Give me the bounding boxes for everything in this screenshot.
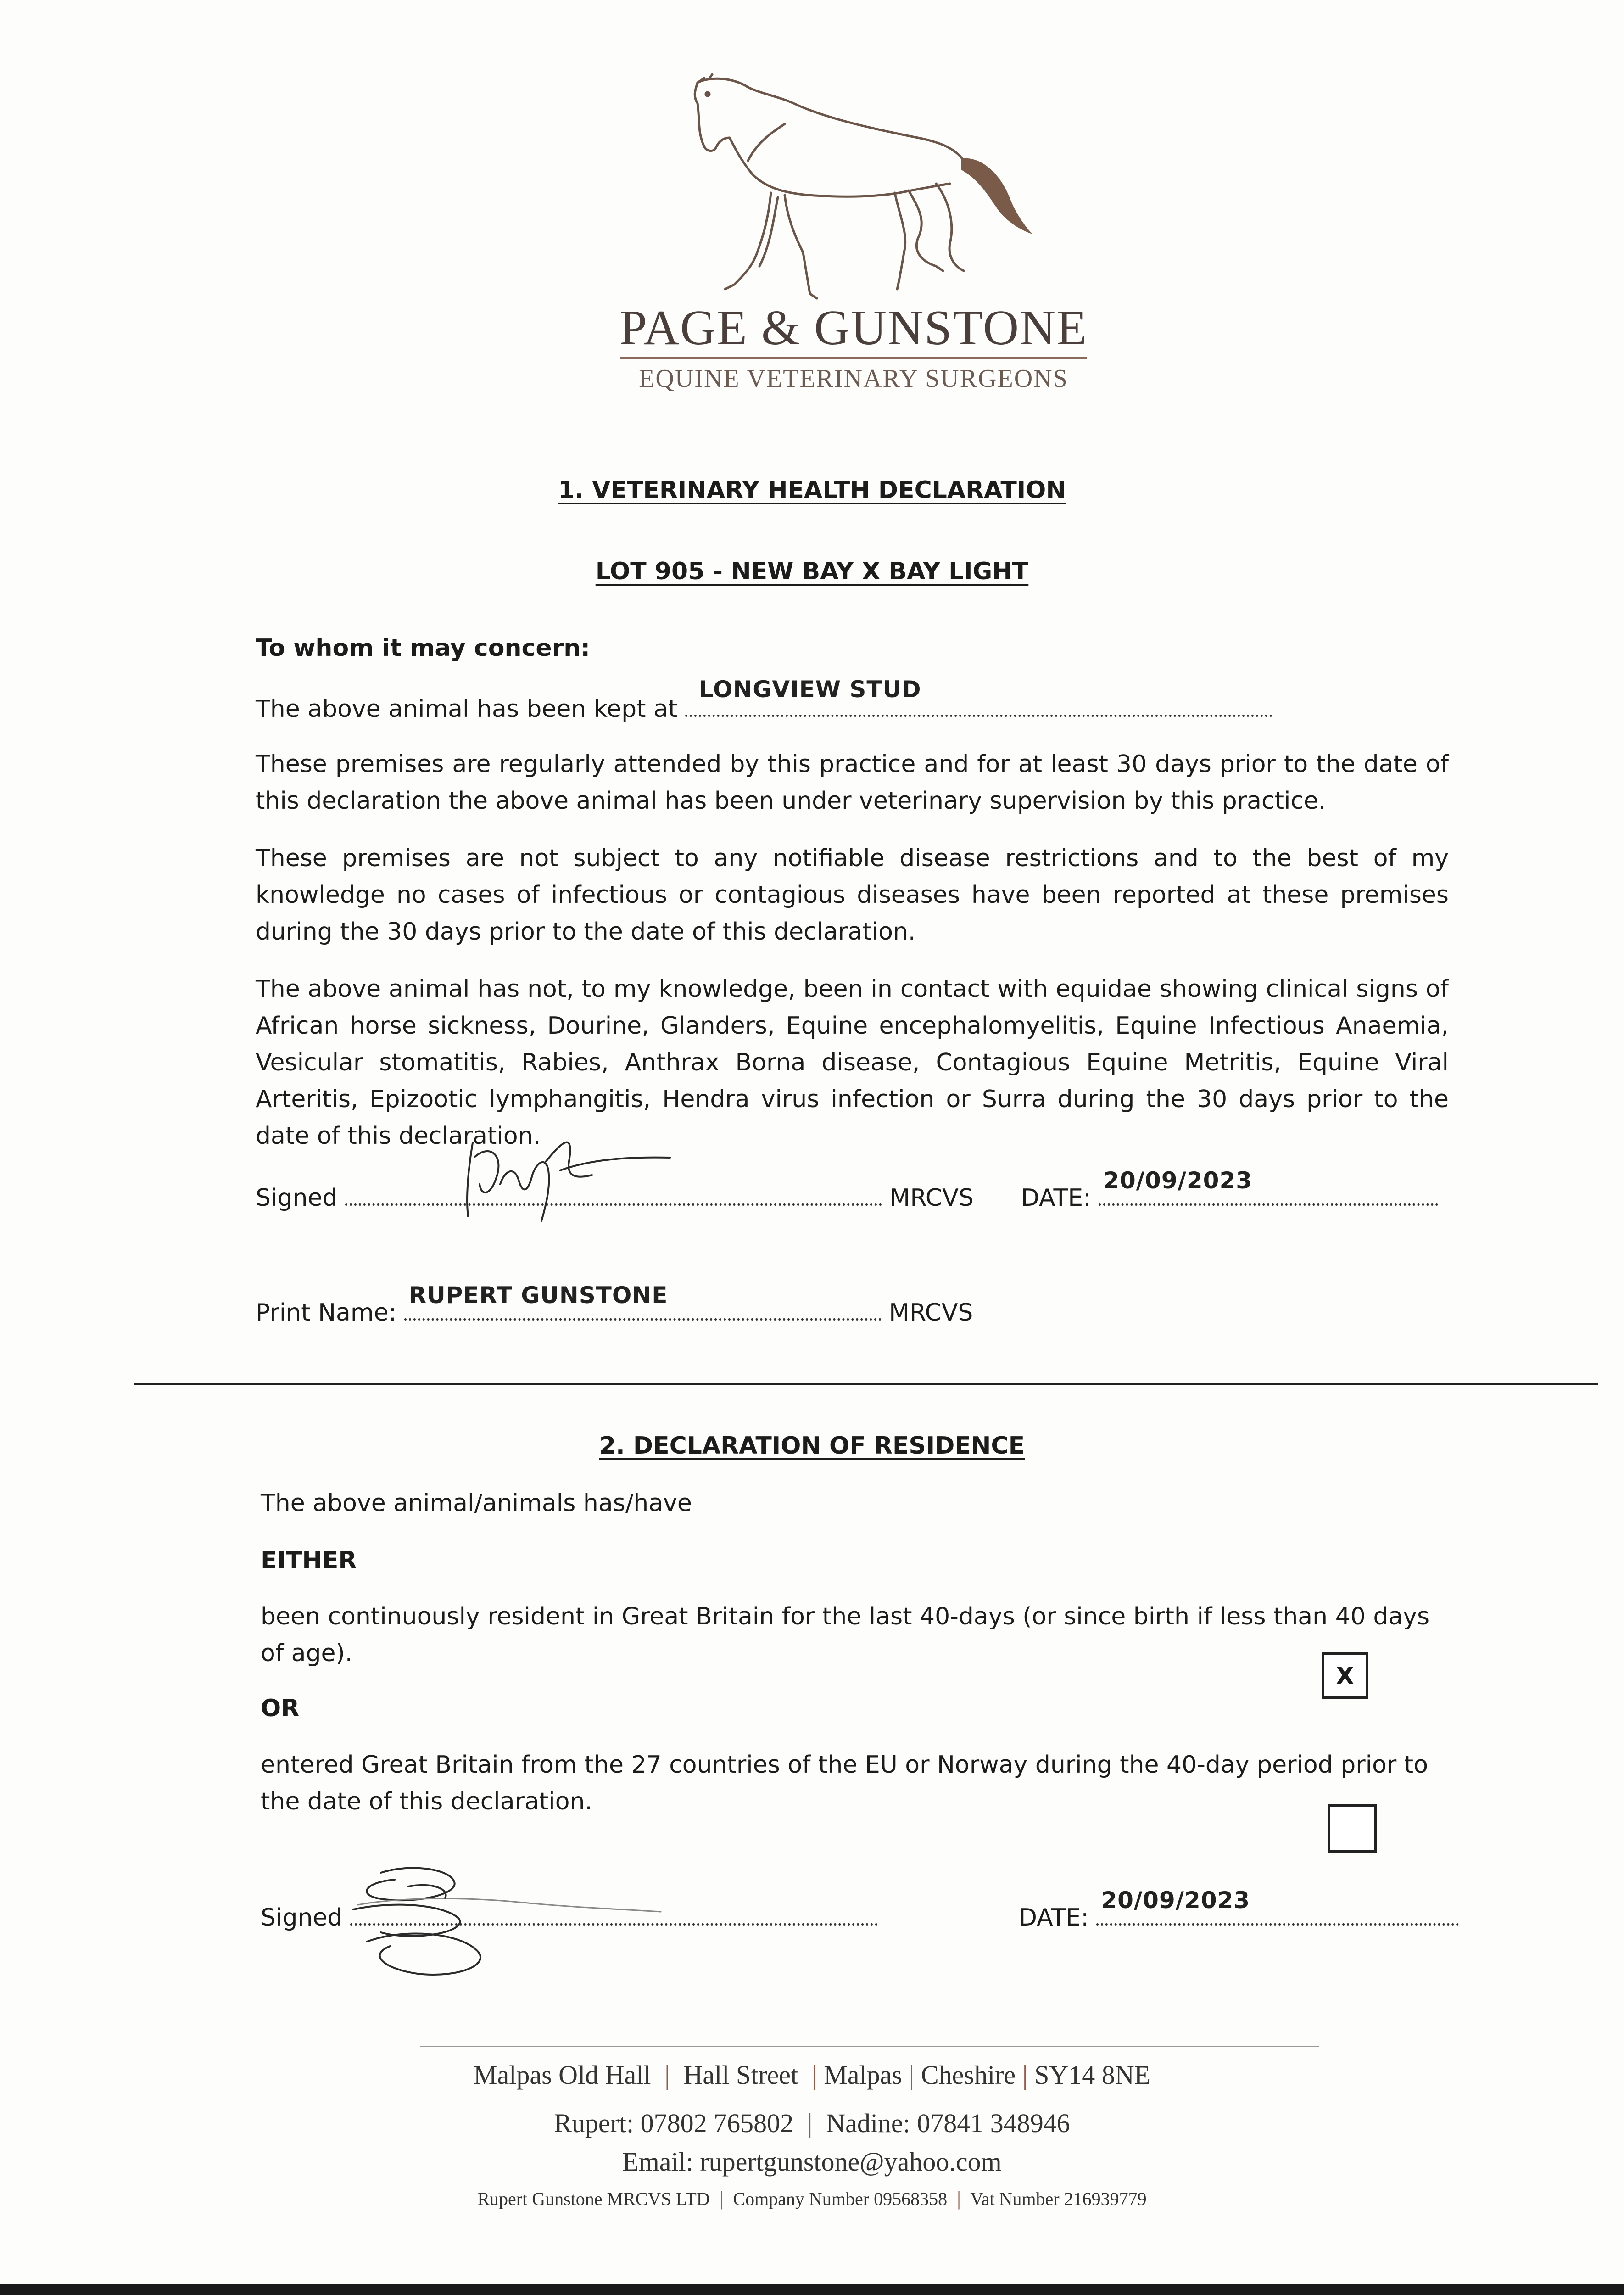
option-2-text: entered Great Britain from the 27 countries of the EU or Norway during the 40-day period prior to the date of this declaration. xyxy=(261,1751,1429,1815)
brand-name: PAGE & GUNSTONE xyxy=(619,301,1088,355)
print-name-field xyxy=(404,1282,882,1321)
paragraph-3: The above animal has not, to my knowledge, been in contact with equidae showing clinical signs of African horse sickness, Dourine, Glanders, Equine encephalomyelitis, Equine Infectious Anaemia, Vesicular stomatitis, Rabies, Anthrax Borna disease, Contagious Equine Metritis, Equine Viral Arteritis, Epizootic lymphangitis, Hendra virus infection or Surra during the 30 days prior to the date of this declaration. xyxy=(256,975,1449,1150)
paragraph-2: These premises are not subject to any notifiable disease restrictions and to the best of my knowledge no cases of infectious or contagious diseases have been reported at these premises during the 30 days prior to the date of this declaration. xyxy=(256,845,1449,946)
date-label-1: DATE: xyxy=(1021,1184,1091,1212)
vat-number: Vat Number 216939779 xyxy=(970,2189,1147,2209)
date-value-2: 20/09/2023 xyxy=(1101,1887,1250,1914)
date-field-1 xyxy=(1099,1167,1438,1206)
address-postcode: SY14 8NE xyxy=(1034,2060,1151,2090)
company-separator: | xyxy=(952,2187,966,2210)
footer-rule xyxy=(420,2046,1319,2047)
footer-phones xyxy=(0,2105,1624,2142)
footer-email: Email: rupertgunstone@yahoo.com xyxy=(622,2147,1002,2177)
address-line-2: Hall Street xyxy=(683,2060,798,2090)
date-field-2 xyxy=(1096,1887,1459,1926)
address-line-1: Malpas Old Hall xyxy=(473,2060,651,2090)
mrcvs-label-1: MRCVS xyxy=(889,1184,974,1212)
section-divider xyxy=(134,1383,1598,1385)
address-town: Malpas xyxy=(824,2060,902,2090)
option-1-checkbox[interactable]: X xyxy=(1322,1652,1368,1699)
scan-bottom-edge xyxy=(0,2284,1624,2295)
signed-label-2: Signed xyxy=(261,1904,343,1931)
signed-label-1: Signed xyxy=(256,1184,338,1212)
address-county: Cheshire xyxy=(921,2060,1016,2090)
footer-address xyxy=(0,2054,1624,2096)
address-separator: | xyxy=(804,2060,817,2090)
signature-2-icon xyxy=(340,1854,670,1983)
phone-nadine: Nadine: 07841 348946 xyxy=(826,2108,1070,2138)
kept-at-field xyxy=(685,676,1272,717)
brand-rule xyxy=(620,357,1087,359)
address-separator: | xyxy=(909,2060,915,2090)
kept-at-value: LONGVIEW STUD xyxy=(698,676,921,703)
horse-logo-icon xyxy=(679,69,1046,308)
kept-at-label: The above animal has been kept at xyxy=(256,695,678,723)
paragraph-1: These premises are regularly attended by this practice and for at least 30 days prior to the date of this declaration the above animal has been under veterinary supervision by this practice. xyxy=(256,750,1449,815)
print-name-label: Print Name: xyxy=(256,1299,397,1327)
section2-heading: 2. DECLARATION OF RESIDENCE xyxy=(599,1432,1025,1460)
date-row-2 xyxy=(1019,1887,1459,1936)
mrcvs-label-2: MRCVS xyxy=(889,1299,973,1327)
section1-heading: 1. VETERINARY HEALTH DECLARATION xyxy=(558,476,1066,504)
company-number: Company Number 09568358 xyxy=(733,2189,948,2209)
residence-intro: The above animal/animals has/have xyxy=(261,1489,692,1517)
salutation: To whom it may concern: xyxy=(256,634,591,662)
either-label: EITHER xyxy=(261,1547,357,1574)
phone-rupert: Rupert: 07802 765802 xyxy=(554,2108,794,2138)
company-separator: | xyxy=(714,2187,729,2210)
option-1-text: been continuously resident in Great Britain for the last 40-days (or since birth if less than 40 days of age). xyxy=(261,1603,1430,1667)
kept-at-line xyxy=(256,676,1311,728)
phone-separator: | xyxy=(800,2108,820,2138)
or-label: OR xyxy=(261,1695,300,1722)
option-2-checkbox[interactable] xyxy=(1328,1804,1377,1853)
address-separator: | xyxy=(658,2060,677,2090)
date-label-2: DATE: xyxy=(1019,1904,1089,1931)
print-name-value: RUPERT GUNSTONE xyxy=(408,1282,668,1309)
brand-subtitle: EQUINE VETERINARY SURGEONS xyxy=(639,364,1068,393)
company-name: Rupert Gunstone MRCVS LTD xyxy=(477,2189,710,2209)
lot-heading: LOT 905 - NEW BAY X BAY LIGHT xyxy=(595,558,1029,585)
footer-company xyxy=(0,2183,1624,2215)
address-separator: | xyxy=(1022,2060,1028,2090)
signed-row-1 xyxy=(256,1167,1449,1216)
signature-1-icon xyxy=(454,1106,693,1230)
print-name-row xyxy=(256,1282,973,1331)
date-value-1: 20/09/2023 xyxy=(1103,1167,1253,1194)
